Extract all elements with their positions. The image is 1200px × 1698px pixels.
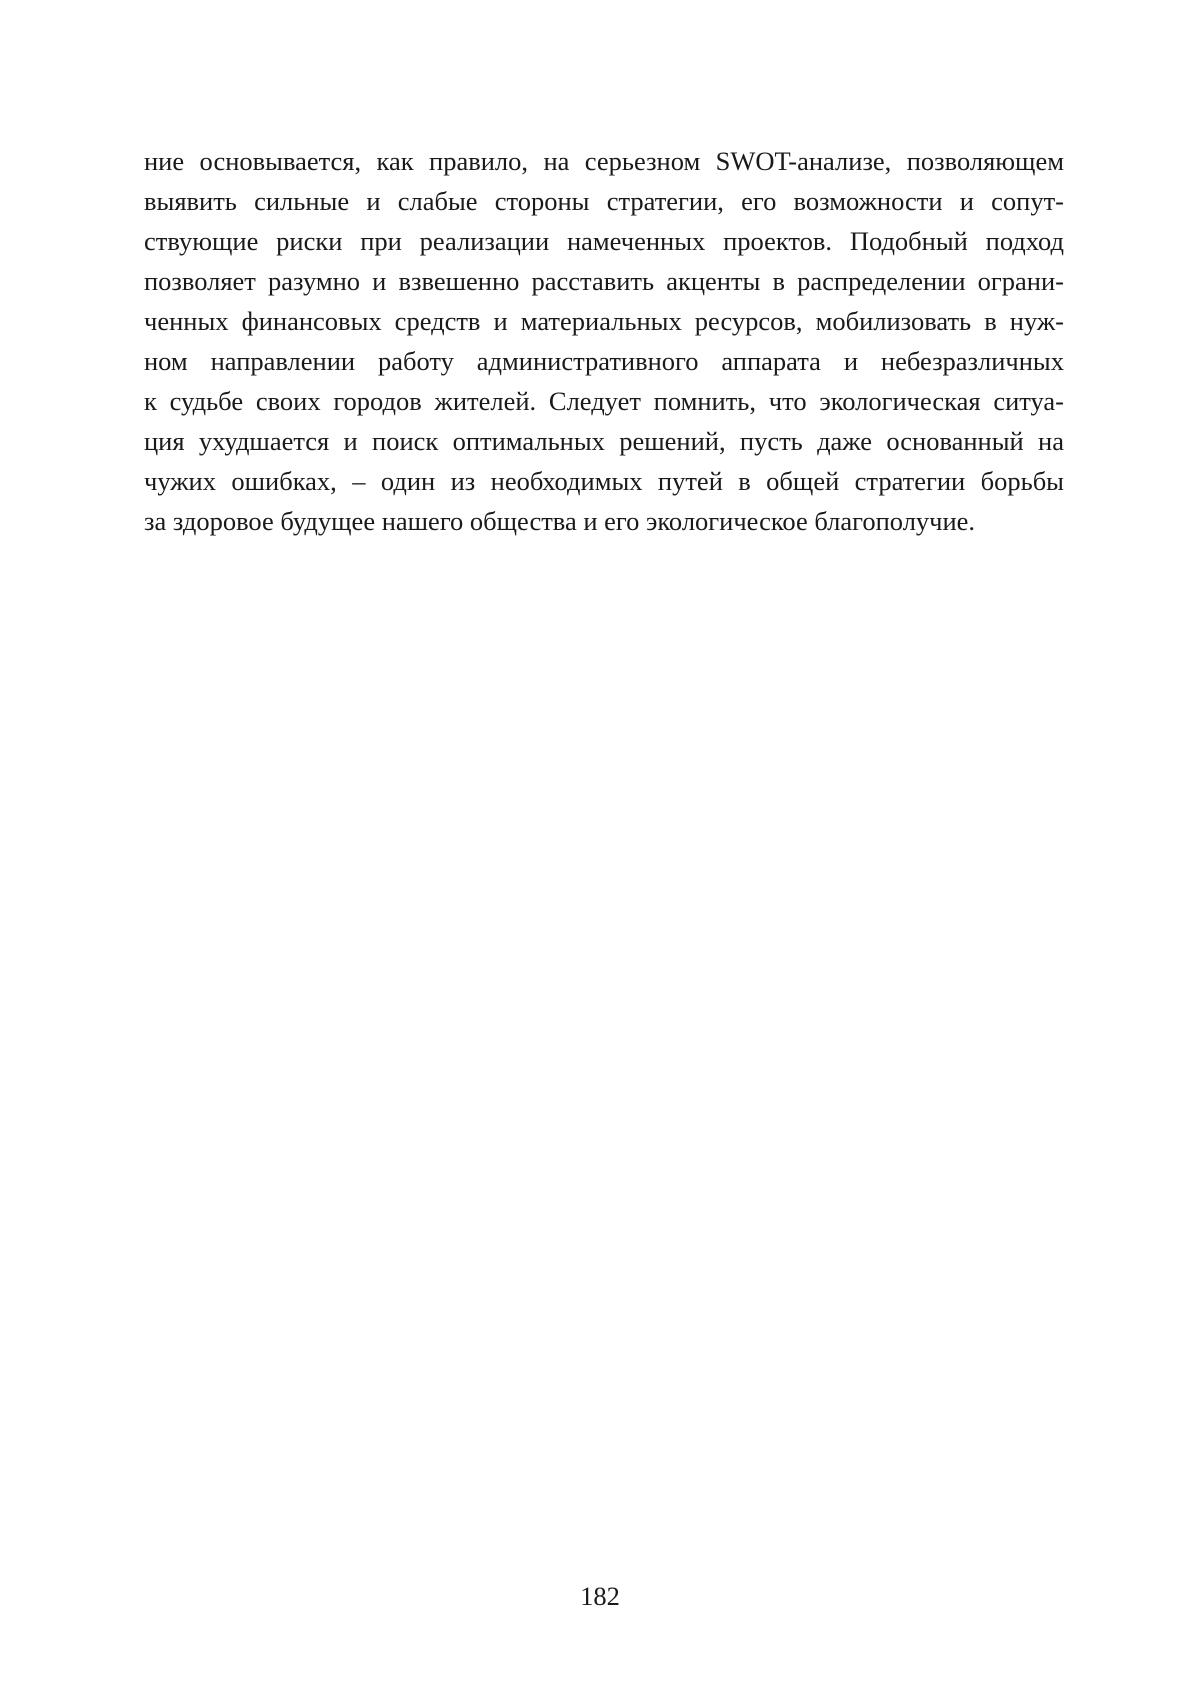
paragraph-line: ствующие риски при реализации намеченных проектов. Подобный подход	[144, 226, 1064, 256]
paragraph-line: позволяет разумно и взвешенно расставить акценты в распределении ограни-	[144, 266, 1064, 296]
paragraph-line: ние основывается, как правило, на серьезном SWOT-анализе, позволяющем	[144, 146, 1064, 176]
paragraph-line: ция ухудшается и поиск оптимальных решений, пусть даже основанный на	[144, 426, 1064, 456]
paragraph-line: чужих ошибках, – один из необходимых путей в общей стратегии борьбы	[144, 466, 1064, 496]
paragraph-line: ном направлении работу административного аппарата и небезразличных	[144, 346, 1064, 376]
paragraph-line: ченных финансовых средств и материальных ресурсов, мобилизовать в нуж-	[144, 306, 1064, 336]
body-paragraph	[144, 141, 1064, 541]
page-number: 182	[580, 1581, 620, 1611]
paragraph-line: за здоровое будущее нашего общества и его экологическое благополучие.	[144, 506, 976, 536]
paragraph-line: к судьбе своих городов жителей. Следует помнить, что экологическая ситуа-	[144, 386, 1064, 416]
paragraph-line: выявить сильные и слабые стороны стратегии, его возможности и сопут-	[144, 186, 1064, 216]
